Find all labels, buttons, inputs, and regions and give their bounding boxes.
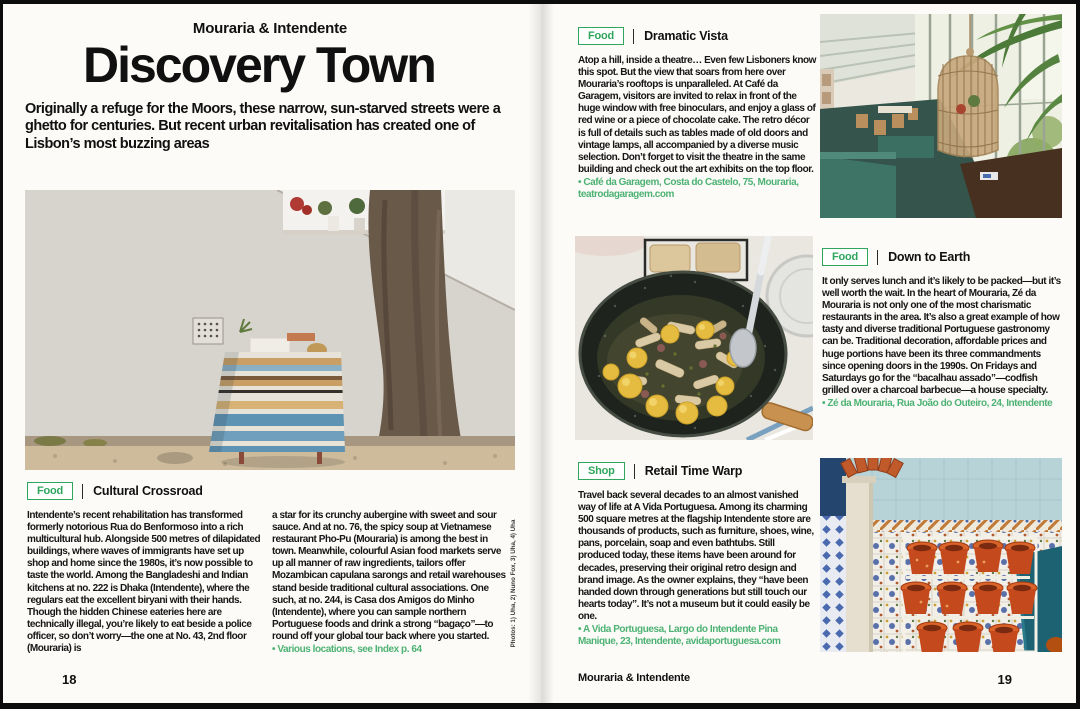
- section-contact-link: • A Vida Portuguesa, Largo do Intendente Pina Manique, 23, Intendente, avidaportuguesa.com: [578, 624, 781, 648]
- section-cultural-crossroad-header: [27, 481, 203, 501]
- section-cultural-crossroad-col2: [272, 510, 508, 656]
- frame-edge-bottom: [0, 703, 1080, 709]
- section-body-text: a star for its crunchy aubergine with sweet and sour sauce. And at no. 76, the spicy soup at Vietnamese restaurant Pho-Pu (Mouraria) is among the best in town. Meanwhile, colourful Asian food markets serve up all manner of raw ingredients, tailors offer Mozambican capulana sarongs and retail warehouses stand beside traditional cultural associations. One such, at no. 244, is Casa dos Amigos do Minho (Intendente), where you can sample northern Portuguese foods and drink a strong “bagaço”—to round off your global tour back where you started.: [272, 510, 506, 642]
- section-dramatic-vista-text: [578, 55, 816, 201]
- intro-paragraph: Originally a refuge for the Moors, these narrow, sun-starved streets were a ghetto for centuries. But recent urban revitalisation has created one of Lisbon’s most buzzing areas: [25, 101, 501, 152]
- badge-divider: [82, 484, 83, 499]
- badge-divider: [633, 29, 634, 44]
- spread-gutter-shadow: [528, 4, 554, 703]
- page-number-right: 19: [997, 672, 1012, 687]
- section-dramatic-vista-header: [578, 26, 728, 46]
- section-body-text: It only serves lunch and it’s likely to be packed—but it’s well worth the wait. In the heart of Mouraria, Zé da Mouraria is not only one of the most charismatic restaurants in the area. It’s also a great example of how tasty and diverse traditional Portuguese gastronomy can be. Traditional decoration, affordable prices and huge portions have been its three commandments since opening doors in the 1990s. On Fridays and Saturdays go for the “bacalhau assado”—codfish grilled over a charcoal barbecue—a house specialty.: [822, 276, 1061, 396]
- frame-edge-left: [0, 0, 3, 709]
- photo-food-pan-image: [575, 236, 813, 440]
- photo-food-pan: [575, 236, 813, 440]
- category-badge: Food: [822, 248, 868, 266]
- section-title: Down to Earth: [888, 250, 971, 264]
- section-title: Retail Time Warp: [644, 464, 743, 478]
- footer-section-label: Mouraria & Intendente: [578, 672, 690, 684]
- section-body-text: Atop a hill, inside a theatre… Even few Lisboners know this spot. But the view that soars from here over Mouraria’s rooftops is unparalleled. At Café da Garagem, visitors are invited to relax in front of the huge window with free binoculars, and enjoy a glass of red wine or a piece of chocolate cake. The retro décor is full of details such as tables made of old doors and vintage lamps, all accompanied by a diverse music selection. Don’t forget to visit the theatre in the same building and check out the art exhibits on the top floor.: [578, 55, 816, 175]
- badge-divider: [877, 250, 878, 265]
- page-kicker: Mouraria & Intendente: [192, 20, 348, 37]
- frame-edge-top: [0, 0, 1080, 4]
- page-number-left: 18: [62, 672, 77, 687]
- section-retail-time-warp-header: [578, 461, 742, 481]
- photo-cafe-birdcage-image: [820, 14, 1062, 218]
- section-retail-time-warp-text: [578, 490, 816, 648]
- photo-street-table: [25, 190, 515, 470]
- category-badge: Food: [27, 482, 73, 500]
- section-down-to-earth-text: [822, 276, 1062, 410]
- section-contact-link: • Various locations, see Index p. 64: [272, 644, 422, 656]
- photo-street-table-image: [25, 190, 515, 470]
- category-badge: Shop: [578, 462, 625, 480]
- badge-divider: [634, 464, 635, 479]
- section-cultural-crossroad-col1: Intendente’s recent rehabilitation has transformed formerly notorious Rua do Benformoso into a rich multicultural hub. Alongside 500 metres of dilapidated buildings, where waves of immigrants have set up shop and home since the 1980s, it’s now possible to taste the world. Among the Bangladeshi and Indian kitchens at no. 222 is Dhaka (Intendente), where the regulars eat the excellent biryani with their hands. Though the hidden Chinese eateries here are technically illegal, you’re likely to eat beside a police officer, so don’t worry—the one at No. 43, 2nd floor (Mouraria) is: [27, 510, 261, 655]
- section-title: Dramatic Vista: [644, 29, 728, 43]
- frame-edge-right: [1076, 0, 1080, 709]
- section-contact-link: • Zé da Mouraria, Rua João do Outeiro, 24, Intendente: [822, 397, 1053, 409]
- photo-tile-shop-image: [820, 458, 1062, 652]
- section-down-to-earth-header: [822, 247, 970, 267]
- category-badge: Food: [578, 27, 624, 45]
- section-contact-link: • Café da Garagem, Costa do Castelo, 75, Mouraria, teatrodagaragem.com: [578, 176, 799, 201]
- page-title: Discovery Town: [83, 37, 435, 93]
- section-title: Cultural Crossroad: [93, 484, 203, 498]
- photo-cafe-birdcage: [820, 14, 1062, 218]
- photo-credit: Photos: 1) Uha, 2) Nuno Fox, 3) Uha, 4) Uha: [510, 519, 517, 648]
- section-body-text: Travel back several decades to an almost vanished way of life at A Vida Portuguesa. Among its charming 500 square metres at the flagship Intendente store are thousands of products, such as furniture, shoes, wine, pans, porcelain, soap and even bathtubs. Still produced today, these items have been around for decades, preserving their original retro design and brand image. As the owner explains, they “have been handed down through generations but still touch our hearts today”. It’s not a museum but it could easily be one.: [578, 490, 814, 622]
- photo-tile-shop: [820, 458, 1062, 652]
